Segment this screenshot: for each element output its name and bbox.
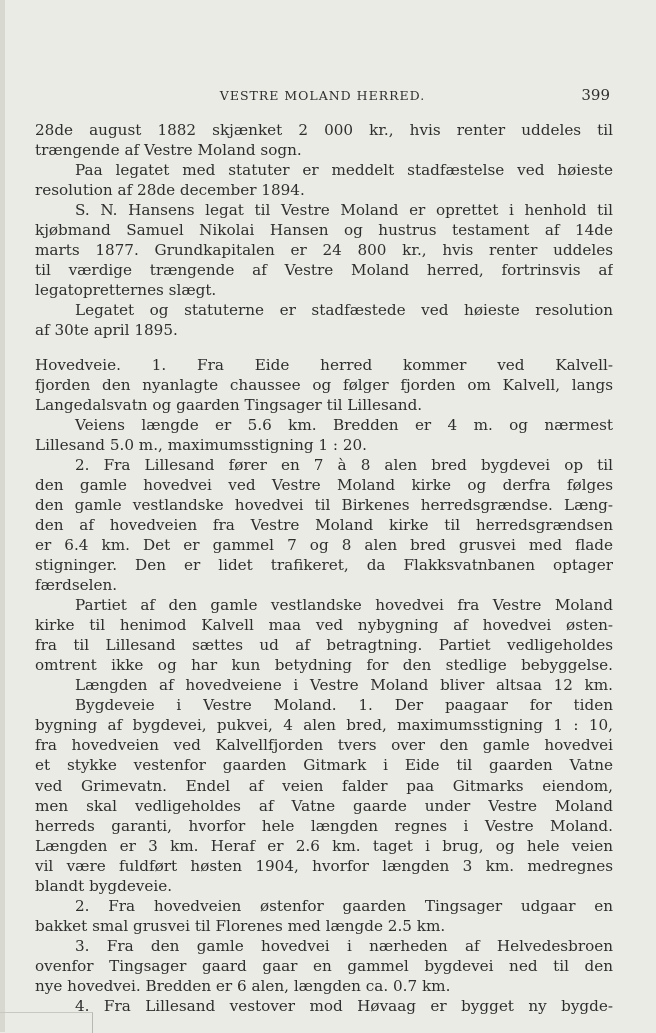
text-line: legatopretternes slægt. — [35, 281, 217, 300]
text-line: Hovedveie. 1. Fra Eide herred kommer ved Kalvell- — [35, 355, 613, 374]
text-line: den af hovedveien fra Vestre Moland kirke til herredsgrændsen — [35, 515, 613, 534]
paragraph-gap — [35, 341, 613, 355]
text-line: færdselen. — [35, 576, 118, 595]
page-number: 399 — [581, 86, 610, 104]
text-line: bygning af bygdevei, pukvei, 4 alen bred, maximumsstigning 1 : 10, — [35, 716, 613, 735]
text-line: vil være fuldført høsten 1904, hvorfor længden 3 km. medregnes — [35, 856, 613, 875]
text-line: 2. Fra hovedveien østenfor gaarden Tingsager udgaar en — [75, 896, 613, 915]
text-line: Veiens længde er 5.6 km. Bredden er 4 m. og nærmest — [75, 415, 613, 434]
text-line: trængende af Vestre Moland sogn. — [35, 141, 302, 160]
text-line: Legatet og statuterne er stadfæstede ved høieste resolution — [75, 301, 613, 320]
text-line: ovenfor Tingsager gaard gaar en gammel bygdevei ned til den — [35, 956, 613, 975]
text-line: nye hovedvei. Bredden er 6 alen, længden ca. 0.7 km. — [35, 976, 451, 995]
corner-mark — [0, 1012, 93, 1033]
text-line: kjøbmand Samuel Nikolai Hansen og hustrus testament af 14de — [35, 221, 613, 240]
text-line: resolution af 28de december 1894. — [35, 181, 305, 200]
page-edge — [0, 0, 5, 1032]
text-line: marts 1877. Grundkapitalen er 24 800 kr., hvis renter uddeles — [35, 241, 613, 260]
text-line: fra hovedveien ved Kalvellfjorden tvers over den gamle hovedvei — [35, 736, 613, 755]
text-line: den gamle vestlandske hovedvei til Birkenes herredsgrændse. Læng- — [35, 495, 613, 514]
text-line: 3. Fra den gamle hovedvei i nærheden af Helvedesbroen — [75, 936, 613, 955]
text-line: Lillesand 5.0 m., maximumsstigning 1 : 20. — [35, 435, 367, 454]
text-line: men skal vedligeholdes af Vatne gaarde under Vestre Moland — [35, 796, 613, 815]
text-line: Længden er 3 km. Heraf er 2.6 km. taget i brug, og hele veien — [35, 836, 613, 855]
text-line: stigninger. Den er lidet trafikeret, da Flakksvatnbanen optager — [35, 555, 613, 574]
text-line: herreds garanti, hvorfor hele længden regnes i Vestre Moland. — [35, 816, 613, 835]
text-line: 4. Fra Lillesand vestover mod Høvaag er bygget ny bygde- — [75, 997, 613, 1016]
text-line: til værdige trængende af Vestre Moland herred, fortrinsvis af — [35, 261, 613, 280]
text-line: Bygdeveie i Vestre Moland. 1. Der paagaar for tiden — [75, 696, 613, 715]
text-line: S. N. Hansens legat til Vestre Moland er oprettet i henhold til — [75, 201, 613, 220]
text-line: blandt bygdeveie. — [35, 876, 173, 895]
text-line: Længden af hovedveiene i Vestre Moland bliver altsaa 12 km. — [75, 676, 613, 695]
text-line: er 6.4 km. Det er gammel 7 og 8 alen bred grusvei med flade — [35, 535, 613, 554]
text-line: fjorden den nyanlagte chaussee og følger fjorden om Kalvell, langs — [35, 375, 613, 394]
text-line: Partiet af den gamle vestlandske hovedvei fra Vestre Moland — [75, 596, 613, 615]
running-title: VESTRE MOLAND HERRED. — [219, 88, 426, 103]
text-line: bakket smal grusvei til Florenes med længde 2.5 km. — [35, 916, 446, 935]
text-line: 2. Fra Lillesand fører en 7 à 8 alen bred bygdevei op til — [75, 455, 613, 474]
page-header — [35, 86, 610, 106]
text-line: kirke til henimod Kalvell maa ved nybygning af hovedvei østen- — [35, 616, 613, 635]
text-line: ved Grimevatn. Endel af veien falder paa Gitmarks eiendom, — [35, 776, 613, 795]
text-line: Langedalsvatn og gaarden Tingsager til Lillesand. — [35, 395, 423, 414]
text-line: et stykke vestenfor gaarden Gitmark i Eide til gaarden Vatne — [35, 756, 613, 775]
text-line: Paa legatet med statuter er meddelt stadfæstelse ved høieste — [75, 161, 613, 180]
text-line: 28de august 1882 skjænket 2 000 kr., hvis renter uddeles til — [35, 121, 613, 139]
text-body — [35, 120, 613, 1016]
text-line: omtrent ikke og har kun betydning for den stedlige bebyggelse. — [35, 656, 613, 675]
text-line: fra til Lillesand sættes ud af betragtning. Partiet vedligeholdes — [35, 636, 613, 655]
text-line: af 30te april 1895. — [35, 321, 178, 340]
text-line: den gamle hovedvei ved Vestre Moland kirke og derfra følges — [35, 475, 613, 494]
